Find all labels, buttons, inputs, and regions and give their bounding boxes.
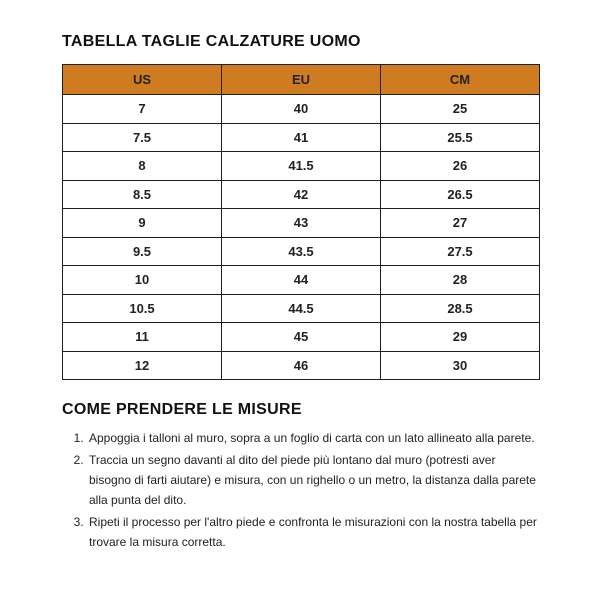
instructions-list: [62, 428, 540, 552]
table-cell: 9.5: [63, 237, 222, 266]
size-table-header-row: [63, 65, 540, 95]
table-cell: 40: [222, 95, 381, 124]
table-cell: 45: [222, 323, 381, 352]
column-header-eu: EU: [222, 65, 381, 95]
table-row: [63, 152, 540, 181]
table-cell: 43.5: [222, 237, 381, 266]
table-cell: 9: [63, 209, 222, 238]
size-table-head: [63, 65, 540, 95]
table-row: [63, 351, 540, 380]
table-cell: 26.5: [381, 180, 540, 209]
table-row: [63, 123, 540, 152]
table-row: [63, 95, 540, 124]
size-table: [62, 64, 540, 380]
table-row: [63, 209, 540, 238]
table-cell: 26: [381, 152, 540, 181]
table-cell: 8: [63, 152, 222, 181]
table-row: [63, 237, 540, 266]
table-cell: 25.5: [381, 123, 540, 152]
table-row: [63, 266, 540, 295]
table-cell: 29: [381, 323, 540, 352]
table-row: [63, 294, 540, 323]
table-cell: 11: [63, 323, 222, 352]
instruction-step: 3. Ripeti il processo per l'altro piede e confronta le misurazioni con la nostra tabella per trovare la misura corretta.: [87, 512, 540, 552]
table-cell: 27: [381, 209, 540, 238]
table-cell: 27.5: [381, 237, 540, 266]
column-header-us: US: [63, 65, 222, 95]
table-cell: 10.5: [63, 294, 222, 323]
table-cell: 12: [63, 351, 222, 380]
table-cell: 8.5: [63, 180, 222, 209]
page-title: TABELLA TAGLIE CALZATURE UOMO: [62, 33, 361, 50]
instructions-heading: COME PRENDERE LE MISURE: [62, 401, 302, 418]
table-cell: 44: [222, 266, 381, 295]
table-cell: 25: [381, 95, 540, 124]
table-row: [63, 323, 540, 352]
column-header-cm: CM: [381, 65, 540, 95]
instruction-step: 2. Traccia un segno davanti al dito del piede più lontano dal muro (potresti aver bisogno di farti aiutare) e misura, con un righello o un metro, la distanza dalla parete alla punta del dito.: [87, 450, 540, 510]
table-cell: 41.5: [222, 152, 381, 181]
table-cell: 7.5: [63, 123, 222, 152]
table-cell: 30: [381, 351, 540, 380]
table-cell: 43: [222, 209, 381, 238]
table-cell: 42: [222, 180, 381, 209]
instruction-step: 1. Appoggia i talloni al muro, sopra a un foglio di carta con un lato allineato alla parete.: [87, 428, 540, 448]
table-cell: 28: [381, 266, 540, 295]
size-table-body: [63, 95, 540, 380]
table-cell: 28.5: [381, 294, 540, 323]
table-cell: 10: [63, 266, 222, 295]
table-cell: 7: [63, 95, 222, 124]
table-cell: 44.5: [222, 294, 381, 323]
table-cell: 41: [222, 123, 381, 152]
table-row: [63, 180, 540, 209]
table-cell: 46: [222, 351, 381, 380]
